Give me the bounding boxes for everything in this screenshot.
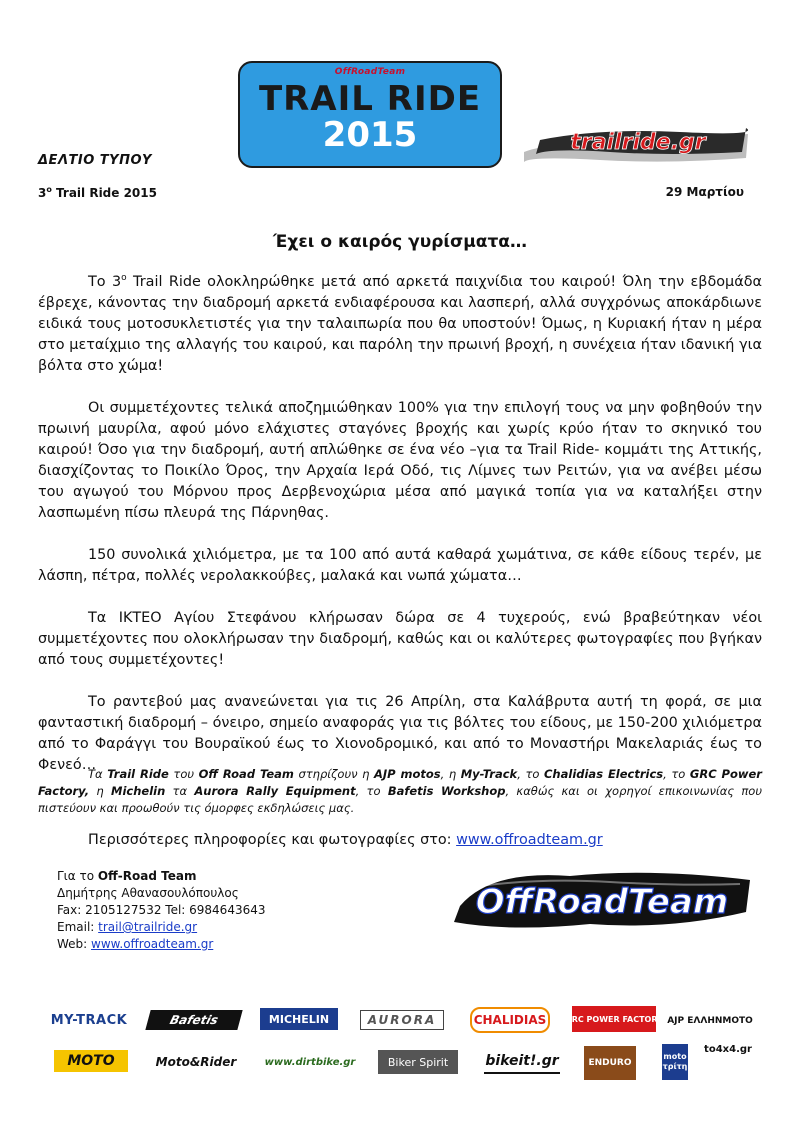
paragraph: Οι συμμετέχοντες τελικά αποζημιώθηκαν 100% για την επιλογή τους να μην φοβηθούν την πρωινή μαυρίλα, αφού μόνο ελάχιστες σταγόνες βροχής και χωρίς κρύο ήταν το σκηνικό του καιρού! Όσο για την διαδρομή, αυτή απλώθηκε σε ένα νέο –για τα Trail Ride- κομμάτι της Αττικής, διασχίζοντας το Ποικίλο Όρος, την Αρχαία Ιερά Οδό, τις Λίμνες των Ρειτών, για να ανέβει μέσω του αγωγού του Μόρνου προς Δερβενοχώρια μέσα από μαγικά τοπία για να καταλήξει στην λασπωμένη πίσω πλευρά της Πάρνηθας. bbox=[38, 399, 762, 521]
contact-person: Δημήτρης Αθανασουλόπουλος bbox=[57, 886, 239, 900]
sponsor-logo-motorider: Moto&Rider bbox=[155, 1055, 237, 1069]
contact-phone: Fax: 2105127532 Tel: 6984643643 bbox=[57, 903, 266, 917]
logo-brand: OffRoadTeam bbox=[334, 67, 406, 77]
article-body bbox=[38, 268, 762, 797]
offroad-logo-text: OffRoadTeam bbox=[475, 882, 729, 922]
sponsor-logo-aurora: AURORA bbox=[360, 1010, 444, 1030]
website-link[interactable]: www.offroadteam.gr bbox=[456, 832, 603, 848]
contact-org: Για το Off-Road Team bbox=[57, 869, 197, 883]
page-title: Έχει ο καιρός γυρίσματα… bbox=[273, 232, 527, 252]
trail-ride-2015-logo bbox=[238, 61, 502, 168]
paragraph: Το ραντεβού μας ανανεώνεται για τις 26 Απρίλη, στα Καλάβρυτα αυτή τη φορά, σε μια φανταστική διαδρομή – όνειρο, σημείο αναφοράς για τις βόλτες του είδους, με 150-200 χιλιόμετρα από το Φαράγγι του Βουραϊκού έως το Χιονοδρομικό, και από το Μοναστήρι Μακελαριάς έως το Φενεό… bbox=[38, 693, 762, 773]
sponsor-logo-moto: MOTO bbox=[54, 1050, 128, 1072]
sponsor-logo-bikerspirit: Biker Spirit bbox=[378, 1050, 458, 1074]
sponsor-logo-enduro: ENDURO bbox=[584, 1046, 636, 1080]
sponsor-logo-to4x4: to4x4.gr bbox=[704, 1044, 752, 1055]
sponsor-logo-bikeit: bikeit!.gr bbox=[484, 1050, 560, 1074]
release-date: 29 Μαρτίου bbox=[665, 185, 744, 199]
sponsor-logo-bafetis: Bafetis bbox=[145, 1010, 242, 1030]
sponsor-logo-chalidias: CHALIDIAS bbox=[470, 1007, 550, 1033]
more-info: Περισσότερες πληροφορίες και φωτογραφίες στο: www.offroadteam.gr bbox=[88, 832, 603, 848]
sponsors-note: Τα Trail Ride του Off Road Team στηρίζουν η AJP motos, η My-Track, το Chalidias Electrics, το GRC Power Factory, η Michelin τα Aurora Rally Equipment, το Bafetis Workshop, καθώς και οι χορηγοί επικοινωνίας που πιστεύουν και προωθούν τις όμορφες εκδηλώσεις μας. bbox=[38, 767, 762, 815]
trailride-gr-logo bbox=[520, 122, 750, 166]
logo-year: 2015 bbox=[322, 115, 418, 155]
event-name: 3$^o$ Trail Ride 2015 bbox=[38, 185, 157, 200]
press-release-label: ΔΕΛΤΙΟ ΤΥΠΟΥ bbox=[38, 153, 152, 168]
site-logo-text: trailride.gr bbox=[570, 130, 706, 155]
contact-email: Email: trail@trailride.gr bbox=[57, 920, 198, 934]
contact-block bbox=[57, 868, 266, 953]
sponsor-logo-michelin: MICHELIN bbox=[260, 1008, 338, 1030]
sponsor-logo-mototriti: moto τρίτη bbox=[662, 1044, 688, 1080]
email-link[interactable]: trail@trailride.gr bbox=[98, 920, 198, 934]
contact-web: Web: www.offroadteam.gr bbox=[57, 937, 214, 951]
offroad-team-logo bbox=[450, 866, 755, 934]
logo-title: TRAIL RIDE bbox=[258, 79, 482, 119]
paragraph: Τα ΙΚΤΕΟ Αγίου Στεφάνου κλήρωσαν δώρα σε 4 τυχερούς, ενώ βραβεύτηκαν νέοι συμμετέχοντες που ολοκλήρωσαν την διαδρομή, καθώς και οι καλύτερες φωτογραφίες που βγήκαν από τους συμμετέχοντες! bbox=[38, 609, 762, 668]
sponsor-logo-grc: GRC POWER FACTORY bbox=[572, 1006, 656, 1032]
web-link[interactable]: www.offroadteam.gr bbox=[91, 937, 214, 951]
sponsor-logo-mytrack: MY-TRACK bbox=[50, 1012, 128, 1028]
paragraph: Το $3^o$ Trail Ride ολοκληρώθηκε μετά από αρκετά παιχνίδια του καιρού! Όλη την εβδομάδα έβρεχε, κάνοντας την διαδρομή αρκετά ενδιαφέρουσα και λασπερή, αλλά συγχρόνως αποκάρδιωνε ειδικά τους μοτοσυκλετιστές για την ταλαιπωρία που θα υποστούν! Όμως, η Κυριακή ήταν η μέρα στο μεταίχμιο της αλλαγής του καιρού, και παρόλη την πρωινή βροχή, η συνέχεια ήταν ιδανική για βόλτα στο χώμα! bbox=[38, 273, 762, 374]
sponsor-logo-ajp: AJP ΕΛΛΗΝΜΟΤΟ bbox=[667, 1016, 753, 1026]
paragraph: 150 συνολικά χιλιόμετρα, με τα 100 από αυτά καθαρά χωμάτινα, σε κάθε είδους τερέν, με λάσπη, πέτρα, πολλές νερολακκούβες, μαλακά και νωπά χώματα… bbox=[38, 546, 762, 584]
sponsor-logo-dirtbike: www.dirtbike.gr bbox=[264, 1056, 356, 1068]
